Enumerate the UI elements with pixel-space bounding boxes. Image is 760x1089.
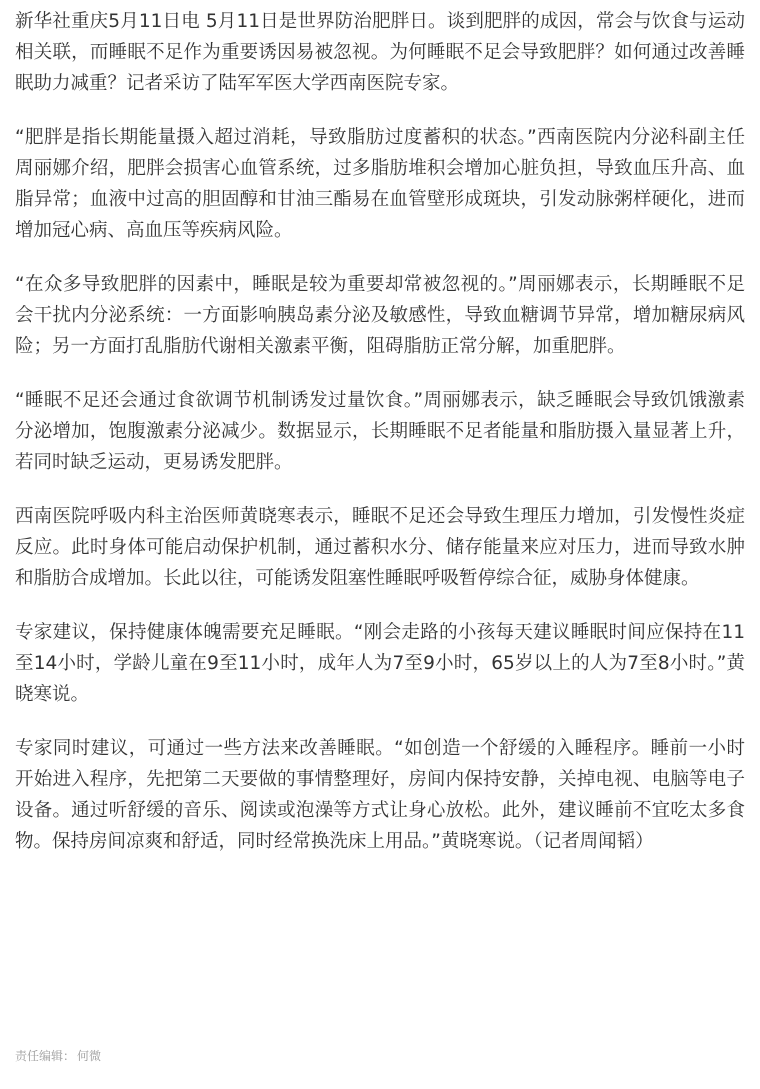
- article-paragraph: “在众多导致肥胖的因素中，睡眠是较为重要却常被忽视的。”周丽娜表示，长期睡眠不足会干扰内分泌系统：一方面影响胰岛素分泌及敏感性，导致血糖调节异常，增加糖尿病风险；另一方面打乱脂肪代谢相关激素平衡，阻碍脂肪正常分解，加重肥胖。: [15, 274, 745, 357]
- editor-name: 何微: [77, 1049, 102, 1063]
- article-body: [15, 6, 745, 880]
- article-paragraph: “睡眠不足还会通过食欲调节机制诱发过量饮食。”周丽娜表示，缺乏睡眠会导致饥饿激素分泌增加，饱腹激素分泌减少。数据显示，长期睡眠不足者能量和脂肪摄入量显著上升，若同时缺乏运动，更易诱发肥胖。: [15, 390, 745, 473]
- editor-label: 责任编辑：: [15, 1049, 76, 1063]
- article-paragraph: 西南医院呼吸内科主治医师黄晓寒表示，睡眠不足还会导致生理压力增加，引发慢性炎症反应。此时身体可能启动保护机制，通过蓄积水分、储存能量来应对压力，进而导致水肿和脂肪合成增加。长此以往，可能诱发阻塞性睡眠呼吸暂停综合征，威胁身体健康。: [15, 506, 745, 589]
- responsible-editor: [15, 1048, 103, 1064]
- article-paragraph: 新华社重庆5月11日电 5月11日是世界防治肥胖日。谈到肥胖的成因，常会与饮食与运动相关联，而睡眠不足作为重要诱因易被忽视。为何睡眠不足会导致肥胖？如何通过改善睡眠助力减重？记者采访了陆军军医大学西南医院专家。: [15, 11, 745, 94]
- article-paragraph: “肥胖是指长期能量摄入超过消耗，导致脂肪过度蓄积的状态。”西南医院内分泌科副主任周丽娜介绍，肥胖会损害心血管系统，过多脂肪堆积会增加心脏负担，导致血压升高、血脂异常；血液中过高的胆固醇和甘油三酯易在血管壁形成斑块，引发动脉粥样硬化，进而增加冠心病、高血压等疾病风险。: [15, 127, 745, 241]
- article-paragraph: 专家同时建议，可通过一些方法来改善睡眠。“如创造一个舒缓的入睡程序。睡前一小时开始进入程序，先把第二天要做的事情整理好，房间内保持安静，关掉电视、电脑等电子设备。通过听舒缓的音乐、阅读或泡澡等方式让身心放松。此外，建议睡前不宜吃太多食物。保持房间凉爽和舒适，同时经常换洗床上用品。”黄晓寒说。（记者周闻韬）: [15, 738, 745, 852]
- article-paragraph: 专家建议，保持健康体魄需要充足睡眠。“刚会走路的小孩每天建议睡眠时间应保持在11至14小时，学龄儿童在9至11小时，成年人为7至9小时，65岁以上的人为7至8小时。”黄晓寒说。: [15, 622, 745, 705]
